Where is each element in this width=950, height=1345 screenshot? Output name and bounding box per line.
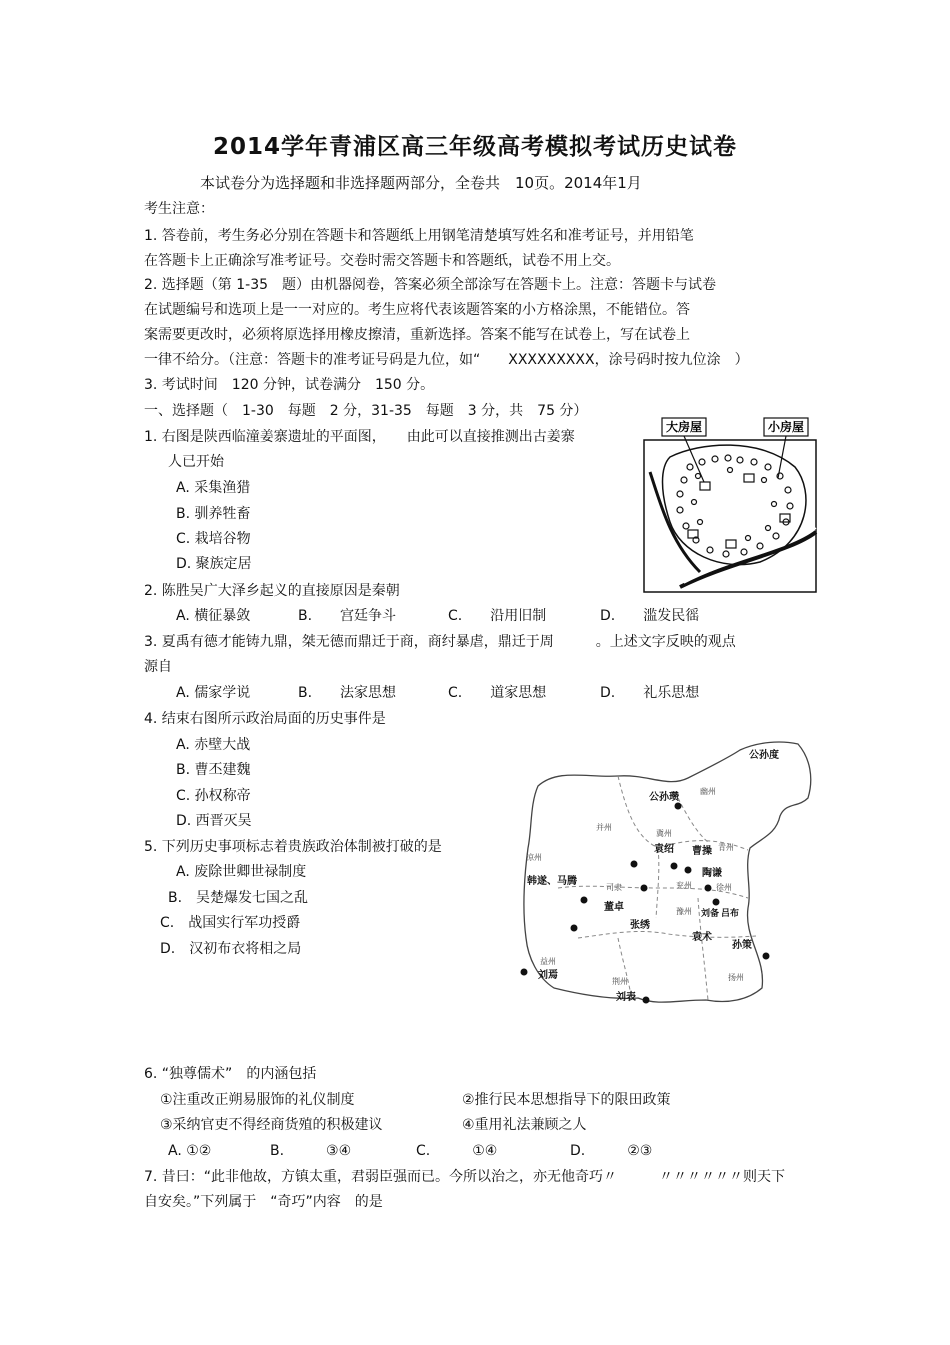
province-label: 并州 [596,823,612,832]
warlord-label: 公孙瓒 [649,792,679,803]
warlord-label: 董卓 [604,902,624,913]
question-5-option-b: B. 吴楚爆发七国之乱 [168,890,309,906]
notice-line: 2. 选择题（第 1-35 题）由机器阅卷，答案必须全部涂写在答题卡上。注意：答题卡与试卷 [144,277,717,293]
question-7-stem-cont: 自安矣。”下列属于 “奇巧”内容 的是 [144,1194,383,1210]
section-heading: 一、选择题（ 1-30 每题 2 分，31-35 每题 3 分，共 75 分） [144,403,588,419]
city-label: 刘备 [700,909,720,919]
province-label: 司隶 [606,883,622,892]
question-5-option-a: A. 废除世卿世禄制度 [176,864,307,880]
question-6-option-c: C. ①④ [416,1143,498,1159]
notice-line: 在试题编号和选项上是一一对应的。考生应将代表该题答案的小方格涂黑，不能错位。答 [144,302,690,318]
province-label: 徐州 [716,883,732,892]
question-7-stem: 7. 昔曰：“此非他故，方镇太重，君弱臣强而已。今所以治之，亦无他奇巧〃 〃〃〃〃〃〃则天下 [144,1169,786,1185]
warlord-label: 韩遂、马腾 [527,876,577,887]
notice-line: 1. 答卷前，考生务必分别在答题卡和答题纸上用钢笔清楚填写姓名和准考证号，并用铅笔 [144,228,694,244]
province-label: 凉州 [526,853,542,862]
late-han-warlords-map [518,738,818,1010]
question-3-option-c: C. 道家思想 [448,685,547,701]
warlord-label: 袁术 [692,932,712,943]
province-label: 兖州 [676,881,692,890]
question-3-stem: 3. 夏禹有德才能铸九鼎，桀无德而鼎迁于商，商纣暴虐，鼎迁于周 。上述文字反映的观点 [144,634,736,650]
question-6-option-a: A. ①② [168,1143,212,1159]
notice-line: 在答题卡上正确涂写准考证号。交卷时需交答题卡和答题纸，试卷不用上交。 [144,253,620,269]
question-6-item: ④重用礼法兼顾之人 [462,1117,587,1133]
notice-heading: 考生注意： [144,201,214,217]
question-6-item: ③采纳官吏不得经商货殖的积极建议 [160,1117,383,1133]
question-5-option-c: C. 战国实行军功授爵 [160,915,301,931]
province-label: 豫州 [676,907,692,916]
question-2-option-b: B. 宫廷争斗 [298,608,397,624]
question-3-stem-cont: 源自 [144,659,172,675]
province-label: 冀州 [656,829,672,838]
question-4-option-c: C. 孙权称帝 [176,788,251,804]
city-label: 吕布 [720,909,740,919]
province-label: 益州 [540,957,556,966]
question-4-option-d: D. 西晋灭吴 [176,813,252,829]
notice-line: 一律不给分。（注意：答题卡的准考证号码是九位，如“ XXXXXXXXX，涂号码时按九位涂 ） [144,352,749,368]
question-5-stem: 5. 下列历史事项标志着贵族政治体制被打破的是 [144,839,442,855]
question-1-stem: 1. 右图是陕西临潼姜寨遗址的平面图， 由此可以直接推测出古姜寨 [144,429,575,445]
notice-line: 3. 考试时间 120 分钟，试卷满分 150 分。 [144,377,435,393]
question-2-stem: 2. 陈胜吴广大泽乡起义的直接原因是秦朝 [144,583,400,599]
question-3-option-b: B. 法家思想 [298,685,397,701]
question-6-option-b: B. ③④ [270,1143,352,1159]
exam-title: 2014学年青浦区高三年级高考模拟考试历史试卷 [212,134,737,160]
warlord-label: 公孙度 [749,750,779,761]
jiangzhai-site-plan [640,412,820,594]
warlord-label: 袁绍 [654,844,674,855]
question-6-stem: 6. “独尊儒术” 的内涵包括 [144,1066,317,1082]
question-1-option-c: C. 栽培谷物 [176,531,251,547]
province-label: 青州 [718,843,734,852]
province-label: 扬州 [728,973,744,982]
province-label: 幽州 [700,787,716,796]
question-6-item: ②推行民本思想指导下的限田政策 [462,1092,671,1108]
question-3-option-d: D. 礼乐思想 [600,685,700,701]
warlord-label: 张绣 [630,920,650,931]
question-1-stem-cont: 人已开始 [168,454,224,470]
question-6-item: ①注重改正朔易服饰的礼仪制度 [160,1092,355,1108]
warlord-label: 孙策 [732,940,752,951]
big-house-label: 大房屋 [665,420,703,434]
question-4-option-a: A. 赤壁大战 [176,737,251,753]
warlord-label: 陶谦 [702,868,722,879]
question-1-option-a: A. 采集渔猎 [176,480,251,496]
small-house-label: 小房屋 [767,420,805,434]
question-4-option-b: B. 曹丕建魏 [176,762,251,778]
question-2-option-a: A. 横征暴敛 [176,608,251,624]
question-2-option-c: C. 沿用旧制 [448,608,547,624]
warlord-label: 曹操 [692,846,712,857]
question-2-option-d: D. 滥发民徭 [600,608,700,624]
warlord-label: 刘焉 [538,970,558,981]
question-6-option-d: D. ②③ [570,1143,653,1159]
question-1-option-d: D. 聚族定居 [176,556,252,572]
exam-intro: 本试卷分为选择题和非选择题两部分，全卷共 10页。2014年1月 [200,174,642,192]
question-4-stem: 4. 结束右图所示政治局面的历史事件是 [144,711,386,727]
province-label: 荆州 [612,977,628,986]
question-5-option-d: D. 汉初布衣将相之局 [160,941,302,957]
warlord-label: 刘表 [616,992,636,1003]
notice-line: 案需要更改时，必须将原选择用橡皮擦清，重新选择。答案不能写在试卷上，写在试卷上 [144,327,690,343]
question-3-option-a: A. 儒家学说 [176,685,251,701]
question-1-option-b: B. 驯养牲畜 [176,506,251,522]
